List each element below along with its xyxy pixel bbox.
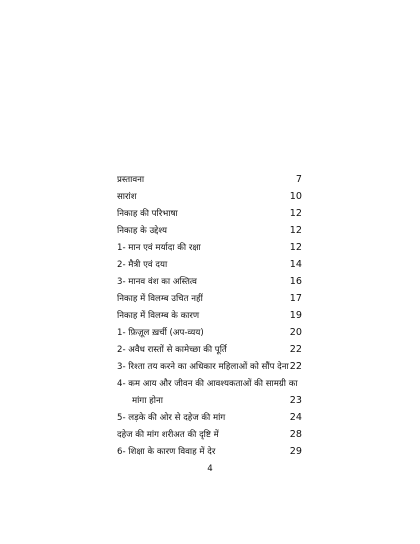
- toc-entry-page: 12: [289, 225, 302, 236]
- toc-entry-title: निकाह के उद्देश्य: [117, 226, 167, 236]
- toc-entry: [117, 445, 302, 459]
- toc-entry: [117, 326, 302, 340]
- toc-entry-title: 2- अवैध रास्तों से कामेच्छा की पूर्ति: [117, 345, 227, 355]
- toc-entry-title: 1- फ़िज़ूल ख़र्ची (अप-व्यय): [117, 328, 204, 338]
- toc-entry: [117, 360, 302, 374]
- toc-entry: [117, 190, 302, 204]
- toc-entry-title: 1- मान एवं मर्यादा की रक्षा: [117, 243, 201, 253]
- toc-entry-page: 12: [289, 242, 302, 253]
- toc-entry: [117, 207, 302, 221]
- toc-entry: [117, 343, 302, 357]
- toc-entry-title: निकाह की परिभाषा: [117, 209, 178, 219]
- toc-entry-continuation: [132, 394, 302, 408]
- toc-entry-page: 20: [289, 327, 302, 338]
- toc-entry: [117, 377, 302, 391]
- toc-entry-page: 10: [289, 191, 302, 202]
- toc-entry-title: निकाह में विलम्ब उचित नहीं: [117, 294, 203, 304]
- toc-entry-page: 14: [289, 259, 302, 270]
- toc-entry-title: 5- लड़के की ओर से दहेज की मांग: [117, 413, 226, 423]
- toc-entry-title: दहेज की मांग शरीअत की दृष्टि में: [117, 430, 219, 440]
- toc-entry-title: 2- मैत्री एवं दया: [117, 260, 168, 270]
- toc-entry: [117, 309, 302, 323]
- toc-entry-title: सारांश: [117, 192, 137, 202]
- toc-entry-page: 24: [289, 412, 302, 423]
- toc-entry: [117, 241, 302, 255]
- toc-entry-title: 3- मानव वंश का अस्तित्व: [117, 277, 197, 287]
- toc-entry: [117, 428, 302, 442]
- toc-entry-title: प्रस्तावना: [117, 175, 145, 185]
- toc-entry: [117, 275, 302, 289]
- toc-entry-page: 22: [289, 344, 302, 355]
- toc-entry: [117, 292, 302, 306]
- toc-entry: [117, 224, 302, 238]
- toc-entry-title: मांगा होना: [132, 396, 163, 406]
- toc-entry-title: निकाह में विलम्ब के कारण: [117, 311, 200, 321]
- toc-entry-page: 17: [289, 293, 302, 304]
- toc-entry-page: 19: [289, 310, 302, 321]
- toc-entry: [117, 258, 302, 272]
- toc-entry-page: 22: [289, 361, 302, 372]
- page-number: 4: [207, 464, 213, 474]
- toc-entry-page: 16: [289, 276, 302, 287]
- toc-entry: [117, 411, 302, 425]
- toc-entry-page: 12: [289, 208, 302, 219]
- toc-entry-page: 28: [289, 429, 302, 440]
- toc-entry-title: 6- शिक्षा के कारण विवाह में देर: [117, 447, 216, 457]
- toc-entry-title: 4- कम आय और जीवन की आवश्यकताओं की सामग्री का: [117, 379, 298, 389]
- toc-entry: [117, 173, 302, 187]
- toc-entry-page: 29: [289, 446, 302, 457]
- toc-entry-title: 3- रिश्ता तय करने का अधिकार महिलाओं को सौंप देना: [117, 362, 289, 372]
- toc-entry-page: 7: [295, 174, 302, 185]
- toc-entry-page: 23: [289, 395, 302, 406]
